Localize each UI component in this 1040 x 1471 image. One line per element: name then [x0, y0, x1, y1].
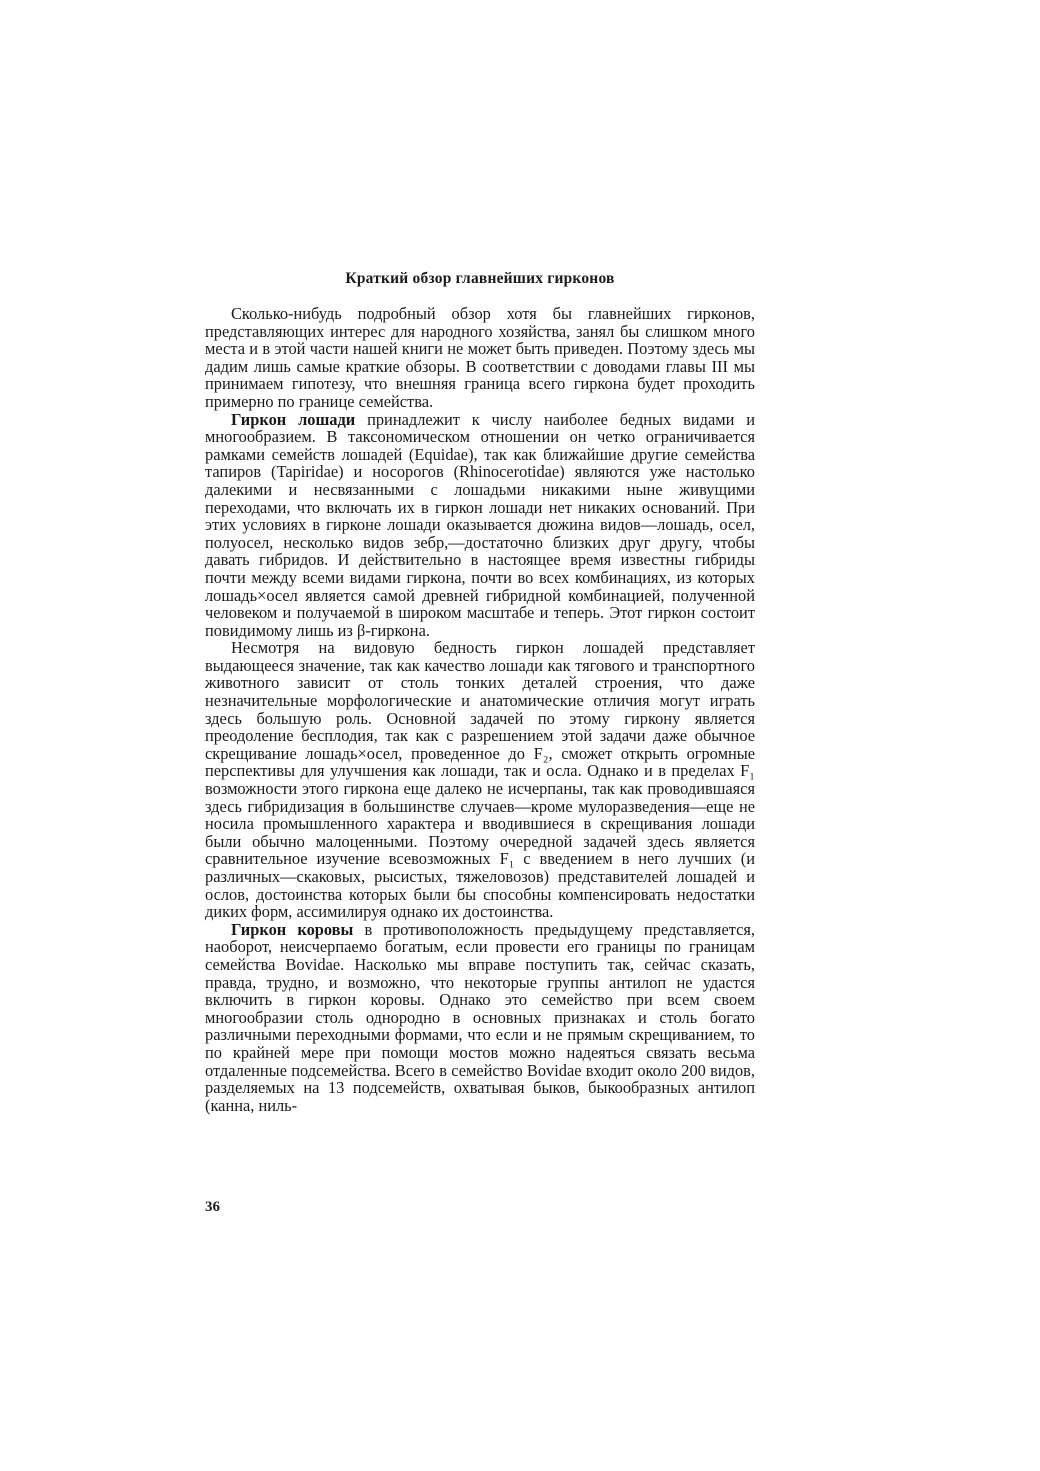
paragraph-text: Сколько-нибудь подробный обзор хотя бы главнейших гирконов, представляющих интерес для народного хозяйства, занял бы слишком много места и в этой части нашей книги не может быть приведен. Поэтому здесь мы дадим лишь самые краткие обзоры. В соответствии с доводами главы III мы принимаем гипотезу, что внешняя граница всего гиркона будет проходить примерно по границе семейства.	[205, 304, 755, 411]
paragraph-intro	[205, 305, 755, 411]
run-in-heading: Гиркон коровы	[231, 919, 354, 939]
paragraph-text: Несмотря на видовую бедность гиркон лошадей представляет выдающееся значение, так как качество лошади как тягового и транспортного животного зависит от столь тонких деталей строения, что даже незначительные морфологические и анатомические отличия могут играть здесь большую роль. Основной задачей по этому гиркону является преодоление бесплодия, так как с разрешением этой задачи даже обычное скрещивание лошадь×осел, проведенное до F₂, сможет открыть огромные перспективы для улучшения как лошади, так и осла. Однако и в пределах F₁ возможности этого гиркона еще далеко не исчерпаны, так как проводившаяся здесь гибридизация в большинстве случаев—кроме мулоразведения—еще не носила промышленного характера и вводившиеся в скрещивания лошади были обычно малоценными. Поэтому очередной задачей здесь является сравнительное изучение всевозможных F₁ с введением в него лучших (и различных—скаковых, рысистых, тяжеловозов) представителей лошадей и ослов, достоинства которых были бы способны компенсировать недостатки диких форм, ассимилируя однако их достоинства.	[205, 638, 755, 922]
paragraph-horse-hircon	[205, 411, 755, 640]
section-heading: Краткий обзор главнейших гирконов	[345, 270, 615, 287]
page-number: 36	[205, 1199, 220, 1215]
paragraph-cow-hircon	[205, 921, 755, 1115]
body-text	[205, 305, 755, 1114]
run-in-heading: Гиркон лошади	[231, 409, 356, 429]
paragraph-text: принадлежит к числу наиболее бедных видами и многообразием. В таксономическом отношении он четко ограничивается рамками семейств лошадей (Equidae), так как ближайшие другие семейства тапиров (Tapiridae) и носорогов (Rhinocerotidae) являются уже настолько далекими и несвязанными с лошадьми никакими ныне живущими переходами, что включать их в гиркон лошади нет никаких оснований. При этих условиях в гирконе лошади оказывается дюжина видов—лошадь, осел, полуосел, несколько видов зебр,—достаточно близких друг другу, чтобы давать гибридов. И действительно в настоящее время известны гибриды почти между всеми видами гиркона, почти во всех комбинациях, из которых лошадь×осел является самой древней гибридной комбинацией, полученной человеком и получаемой в широком масштабе и теперь. Этот гиркон состоит повидимому лишь из β-гиркона.	[205, 409, 755, 640]
paragraph-horse-significance	[205, 639, 755, 921]
paragraph-text: в противоположность предыдущему представляется, наоборот, неисчерпаемо богатым, если провести его границы по границам семейства Bovidae. Насколько мы вправе поступить так, сейчас сказать, правда, трудно, и возможно, что некоторые группы антилоп не удастся включить в гиркон коровы. Однако это семейство при всем своем многообразии столь однородно в основных признаках и столь богато различными переходными формами, что если и не прямым скрещиванием, то по крайней мере при помощи мостов можно надеяться связать весьма отдаленные подсемейства. Всего в семейство Bovidae входит около 200 видов, разделяемых на 13 подсемейств, охватывая быков, быкообразных антилоп (канна, ниль-	[205, 919, 755, 1115]
